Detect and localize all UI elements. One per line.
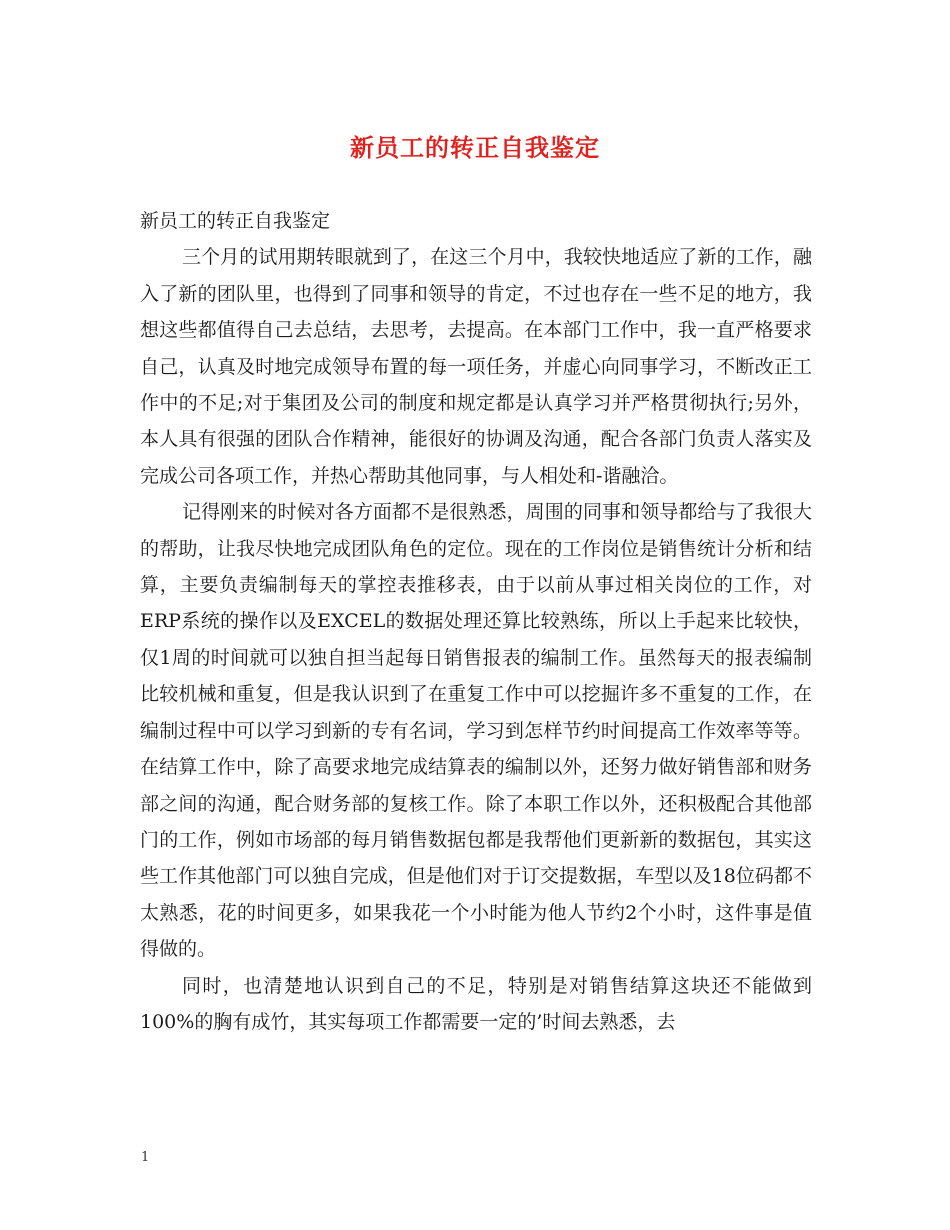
paragraph-1: 三个月的试用期转眼就到了，在这三个月中，我较快地适应了新的工作，融入了新的团队里，也得到了同事和领导的肯定，不过也存在一些不足的地方，我想这些都值得自己去总结，去思考，去提高。在本部门工作中，我一直严格要求自己，认真及时地完成领导布置的每一项任务，并虚心向同事学习，不断改正工作中的不足;对于集团及公司的制度和规定都是认真学习并严格贯彻执行;另外，本人具有很强的团队合作精神，能很好的协调及沟通，配合各部门负责人落实及完成公司各项工作，并热心帮助其他同事，与人相处和-谐融洽。: [140, 246, 812, 487]
paragraph-3: 同时，也清楚地认识到自己的不足，特别是对销售结算这块还不能做到100%的胸有成竹，其实每项工作都需要一定的’时间去熟悉，去: [140, 974, 812, 1033]
document-body: [140, 203, 812, 1040]
document-subtitle: 新员工的转正自我鉴定: [140, 210, 331, 232]
document-title: 新员工的转正自我鉴定: [350, 133, 600, 162]
page-number: 1: [141, 1150, 150, 1165]
paragraph-2: 记得刚来的时候对各方面都不是很熟悉，周围的同事和领导都给与了我很大的帮助，让我尽快地完成团队角色的定位。现在的工作岗位是销售统计分析和结算，主要负责编制每天的掌控表推移表，由于以前从事过相关岗位的工作，对ERP系统的操作以及EXCEL的数据处理还算比较熟练，所以上手起来比较快，仅1周的时间就可以独自担当起每日销售报表的编制工作。虽然每天的报表编制比较机械和重复，但是我认识到了在重复工作中可以挖掘许多不重复的工作，在编制过程中可以学习到新的专有名词，学习到怎样节约时间提高工作效率等等。在结算工作中，除了高要求地完成结算表的编制以外，还努力做好销售部和财务部之间的沟通，配合财务部的复核工作。除了本职工作以外，还积极配合其他部门的工作，例如市场部的每月销售数据包都是我帮他们更新新的数据包，其实这些工作其他部门可以独自完成，但是他们对于订交提数据，车型以及18位码都不太熟悉，花的时间更多，如果我花一个小时能为他人节约2个小时，这件事是值得做的。: [140, 501, 812, 961]
